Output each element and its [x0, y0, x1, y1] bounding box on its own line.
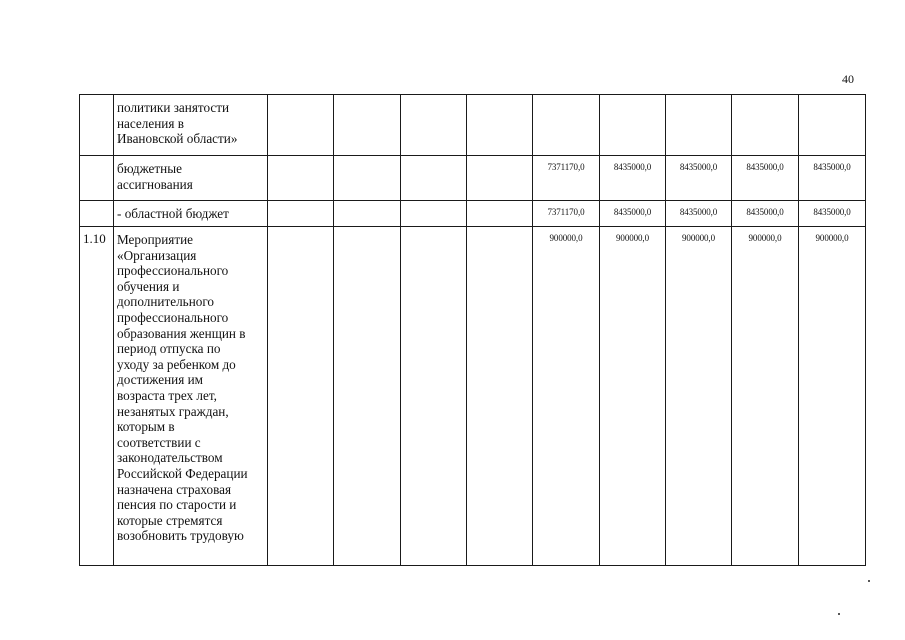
value-cell [401, 227, 467, 566]
value-cell: 900000,0 [600, 227, 666, 566]
scan-speck [868, 580, 870, 582]
scan-speck [838, 613, 840, 615]
table-row [80, 201, 866, 227]
row-number: 1.10 [80, 227, 114, 566]
table-row [80, 156, 866, 201]
row-number [80, 156, 114, 201]
value-cell: 8435000,0 [666, 156, 732, 201]
value-cell [467, 156, 533, 201]
value-cell [467, 227, 533, 566]
row-number [80, 201, 114, 227]
value-cell [401, 201, 467, 227]
table-row [80, 227, 866, 566]
value-cell: 900000,0 [732, 227, 799, 566]
table-row [80, 95, 866, 156]
value-cell [533, 95, 600, 156]
value-cell: 8435000,0 [799, 201, 866, 227]
value-cell: 8435000,0 [600, 156, 666, 201]
value-cell [401, 95, 467, 156]
value-cell: 8435000,0 [732, 201, 799, 227]
value-cell [799, 95, 866, 156]
value-cell [600, 95, 666, 156]
value-cell [268, 95, 334, 156]
value-cell: 7371170,0 [533, 201, 600, 227]
value-cell [268, 201, 334, 227]
value-cell [334, 227, 401, 566]
value-cell: 7371170,0 [533, 156, 600, 201]
budget-table [79, 94, 866, 566]
value-cell [467, 201, 533, 227]
value-cell: 8435000,0 [666, 201, 732, 227]
value-cell [666, 95, 732, 156]
row-description: Мероприятие «Организация профессионального обучения и дополнительного профессионального образования женщин в период отпуска по уходу за ребенком до достижения им возраста трех лет, незанятых граждан, которым в соответствии с законодательством Российской Федерации назначена страховая пенсия по старости и которые стремятся возобновить трудовую [114, 227, 268, 566]
value-cell [401, 156, 467, 201]
value-cell: 900000,0 [533, 227, 600, 566]
value-cell: 900000,0 [666, 227, 732, 566]
value-cell [732, 95, 799, 156]
row-number [80, 95, 114, 156]
value-cell [268, 227, 334, 566]
value-cell [268, 156, 334, 201]
page-number: 40 [842, 72, 854, 86]
value-cell [467, 95, 533, 156]
value-cell: 900000,0 [799, 227, 866, 566]
value-cell [334, 95, 401, 156]
row-description: бюджетные ассигнования [114, 156, 268, 201]
value-cell [334, 201, 401, 227]
value-cell [334, 156, 401, 201]
row-description: - областной бюджет [114, 201, 268, 227]
value-cell: 8435000,0 [732, 156, 799, 201]
value-cell: 8435000,0 [600, 201, 666, 227]
row-description: политики занятости населения в Ивановской области» [114, 95, 268, 156]
value-cell: 8435000,0 [799, 156, 866, 201]
